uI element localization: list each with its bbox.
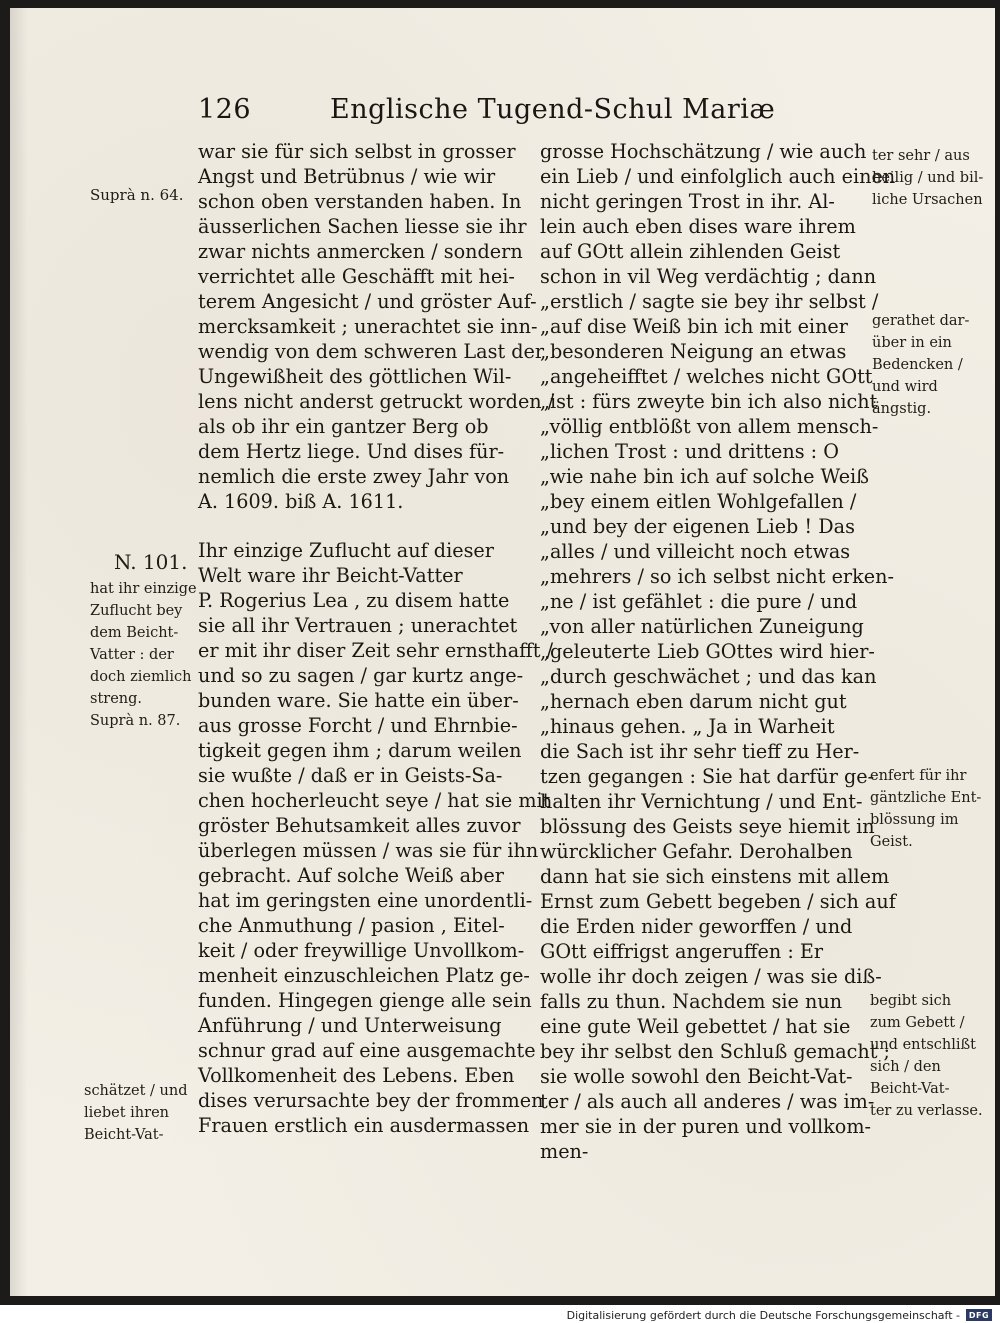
text-line: wolle ihr doch zeigen / was sie diß- — [540, 965, 882, 988]
text-line: hat ihr einzige — [90, 581, 197, 597]
text-column-left-top — [198, 139, 555, 514]
text-line: Beicht-Vat- — [84, 1127, 164, 1143]
text-line: gäntzliche Ent- — [870, 790, 982, 806]
text-line: blössung des Geists seye hiemit in — [540, 815, 875, 838]
text-line: grosse Hochschätzung / wie auch — [540, 140, 867, 163]
text-line: „und bey der eigenen Lieb ! Das — [540, 515, 855, 538]
text-line: ter sehr / aus — [872, 148, 970, 164]
text-line: „von aller natürlichen Zuneigung — [540, 615, 864, 638]
running-header — [198, 92, 838, 132]
text-line: „wie nahe bin ich auf solche Weiß — [540, 465, 869, 488]
text-line: Anführung / und Unterweisung — [198, 1014, 502, 1037]
margin-note-right-2 — [872, 310, 969, 420]
dfg-logo-icon: DFG — [966, 1309, 992, 1321]
text-line: sie wußte / daß er in Geists-Sa- — [198, 764, 503, 787]
text-line: terem Angesicht / und gröster Auf- — [198, 290, 537, 313]
text-line: Zuflucht bey — [90, 603, 183, 619]
text-line: begibt sich — [870, 993, 952, 1009]
text-line: über in ein — [872, 335, 952, 351]
text-line: „lichen Trost : und drittens : O — [540, 440, 839, 463]
text-line: mercksamkeit ; unerachtet sie inn- — [198, 315, 538, 338]
text-line: che Anmuthung / pasion , Eitel- — [198, 914, 505, 937]
text-line: Ernst zum Gebett begeben / sich auf — [540, 890, 896, 913]
text-line: menheit einzuschleichen Platz ge- — [198, 964, 530, 987]
text-line: „bey einem eitlen Wohlgefallen / — [540, 490, 857, 513]
text-line: falls zu thun. Nachdem sie nun — [540, 990, 843, 1013]
text-line: tigkeit gegen ihm ; darum weilen — [198, 739, 522, 762]
text-line: GOtt eiffrigst angeruffen : Er — [540, 940, 824, 963]
text-line: hat im geringsten eine unordentli- — [198, 889, 533, 912]
text-line: „geleuterte Lieb GOttes wird hier- — [540, 640, 875, 663]
text-line: schon oben verstanden haben. In — [198, 190, 522, 213]
text-line: dem Beicht- — [90, 625, 179, 641]
margin-note-left-101 — [90, 578, 197, 710]
digitization-footer — [567, 1308, 992, 1322]
margin-note-right-1 — [872, 145, 983, 211]
text-line: dises verursachte bey der frommen — [198, 1089, 544, 1112]
text-line: mer sie in der puren und vollkom- — [540, 1115, 872, 1138]
text-line: Geist. — [870, 834, 913, 850]
text-line: zwar nichts anmercken / sondern — [198, 240, 523, 263]
margin-note-right-3 — [870, 765, 981, 853]
text-line: „hernach eben darum nicht gut — [540, 690, 847, 713]
text-line: eine gute Weil gebettet / hat sie — [540, 1015, 851, 1038]
text-column-left-bottom — [198, 538, 554, 1138]
text-line: Welt ware ihr Beicht-Vatter — [198, 564, 463, 587]
text-line: „ne / ist gefählet : die pure / und — [540, 590, 858, 613]
page-number: 126 — [198, 94, 252, 125]
text-line: heilig / und bil- — [872, 170, 984, 186]
text-line: überlegen müssen / was sie für ihn — [198, 839, 539, 862]
margin-note-right-4 — [870, 990, 983, 1122]
text-line: war sie für sich selbst in grosser — [198, 140, 516, 163]
text-line: gröster Behutsamkeit alles zuvor — [198, 814, 521, 837]
text-line: lens nicht anderst getruckt worden / — [198, 390, 555, 413]
text-line: „ist : fürs zweyte bin ich also nicht — [540, 390, 878, 413]
text-line: nemlich die erste zwey Jahr von — [198, 465, 510, 488]
text-line: Bedencken / — [872, 357, 963, 373]
text-line: dem Hertz liege. Und dises für- — [198, 440, 505, 463]
margin-note-supra-87: Suprà n. 87. — [90, 713, 181, 729]
text-line: chen hocherleucht seye / hat sie mit — [198, 789, 551, 812]
text-line: Frauen erstlich ein ausdermassen — [198, 1114, 530, 1137]
text-line: ein Lieb / und einfolglich auch einen — [540, 165, 896, 188]
text-line: streng. — [90, 691, 143, 707]
text-line: enfert für ihr — [870, 768, 967, 784]
text-line: funden. Hingegen gienge alle sein — [198, 989, 532, 1012]
text-line: wendig von dem schweren Last der — [198, 340, 545, 363]
text-line: bunden ware. Sie hatte ein über- — [198, 689, 519, 712]
text-line: ter zu verlasse. — [870, 1103, 983, 1119]
footer-credit: Digitalisierung gefördert durch die Deutsche Forschungsgemeinschaft - — [566, 1308, 960, 1322]
text-line: „erstlich / sagte sie bey ihr selbst / — [540, 290, 879, 313]
text-line: Vatter : der — [90, 647, 174, 663]
text-line: „alles / und villeicht noch etwas — [540, 540, 851, 563]
text-line: Ihr einzige Zuflucht auf dieser — [198, 539, 494, 562]
text-line: Angst und Betrübnus / wie wir — [198, 165, 496, 188]
text-line: schätzet / und — [84, 1083, 188, 1099]
text-line: schnur grad auf eine ausgemachte — [198, 1039, 536, 1062]
text-line: sie wolle sowohl den Beicht-Vat- — [540, 1065, 853, 1088]
text-line: doch ziemlich — [90, 669, 192, 685]
text-line: äusserlichen Sachen liesse sie ihr — [198, 215, 527, 238]
text-line: schon in vil Weg verdächtig ; dann — [540, 265, 877, 288]
text-line: „mehrers / so ich selbst nicht erken- — [540, 565, 894, 588]
text-line: men- — [540, 1140, 589, 1163]
text-line: liche Ursachen — [872, 192, 983, 208]
text-line: „hinaus gehen. „ Ja in Warheit — [540, 715, 835, 738]
text-line: P. Rogerius Lea , zu disem hatte — [198, 589, 510, 612]
text-line: liebet ihren — [84, 1105, 169, 1121]
text-line: ängstig. — [872, 401, 932, 417]
text-line: „durch geschwächet ; und das kan — [540, 665, 877, 688]
margin-section-number: N. 101. — [114, 550, 188, 574]
text-line: zum Gebett / — [870, 1015, 965, 1031]
text-line: verrichtet alle Geschäfft mit hei- — [198, 265, 515, 288]
text-line: „angeheifftet / welches nicht GOtt — [540, 365, 873, 388]
page-shadow — [10, 8, 28, 1296]
text-line: aus grosse Forcht / und Ehrnbie- — [198, 714, 518, 737]
text-line: gebracht. Auf solche Weiß aber — [198, 864, 504, 887]
text-line: keit / oder freywillige Unvollkom- — [198, 939, 525, 962]
text-line: A. 1609. biß A. 1611. — [198, 490, 404, 513]
margin-note-supra-64: Suprà n. 64. — [90, 186, 184, 204]
text-line: die Erden nider geworffen / und — [540, 915, 853, 938]
text-line: blössung im — [870, 812, 959, 828]
text-line: Vollkomenheit des Lebens. Eben — [198, 1064, 515, 1087]
text-line: tzen gegangen : Sie hat darfür ge- — [540, 765, 875, 788]
margin-note-left-schaetzet — [84, 1080, 187, 1146]
text-line: sich / den — [870, 1059, 941, 1075]
text-line: Ungewißheit des göttlichen Wil- — [198, 365, 512, 388]
running-title: Englische Tugend-Schul Mariæ — [330, 94, 776, 125]
text-line: und wird — [872, 379, 938, 395]
text-line: bey ihr selbst den Schluß gemacht ; — [540, 1040, 891, 1063]
text-line: und so zu sagen / gar kurtz ange- — [198, 664, 524, 687]
text-column-right — [540, 139, 896, 1164]
text-line: würcklicher Gefahr. Derohalben — [540, 840, 853, 863]
text-line: und entschlißt — [870, 1037, 977, 1053]
text-line: er mit ihr diser Zeit sehr ernsthafft / — [198, 639, 554, 662]
text-line: „völlig entblößt von allem mensch- — [540, 415, 879, 438]
text-line: gerathet dar- — [872, 313, 970, 329]
text-line: die Sach ist ihr sehr tieff zu Her- — [540, 740, 860, 763]
text-line: ter / als auch all anderes / was im- — [540, 1090, 875, 1113]
text-line: dann hat sie sich einstens mit allem — [540, 865, 890, 888]
text-line: als ob ihr ein gantzer Berg ob — [198, 415, 489, 438]
text-line: nicht geringen Trost in ihr. Al- — [540, 190, 835, 213]
text-line: sie all ihr Vertrauen ; unerachtet — [198, 614, 518, 637]
text-line: auf GOtt allein zihlenden Geist — [540, 240, 841, 263]
text-line: halten ihr Vernichtung / und Ent- — [540, 790, 863, 813]
text-line: „auf dise Weiß bin ich mit einer — [540, 315, 848, 338]
text-line: Beicht-Vat- — [870, 1081, 950, 1097]
text-line: lein auch eben dises ware ihrem — [540, 215, 856, 238]
text-line: „besonderen Neigung an etwas — [540, 340, 847, 363]
